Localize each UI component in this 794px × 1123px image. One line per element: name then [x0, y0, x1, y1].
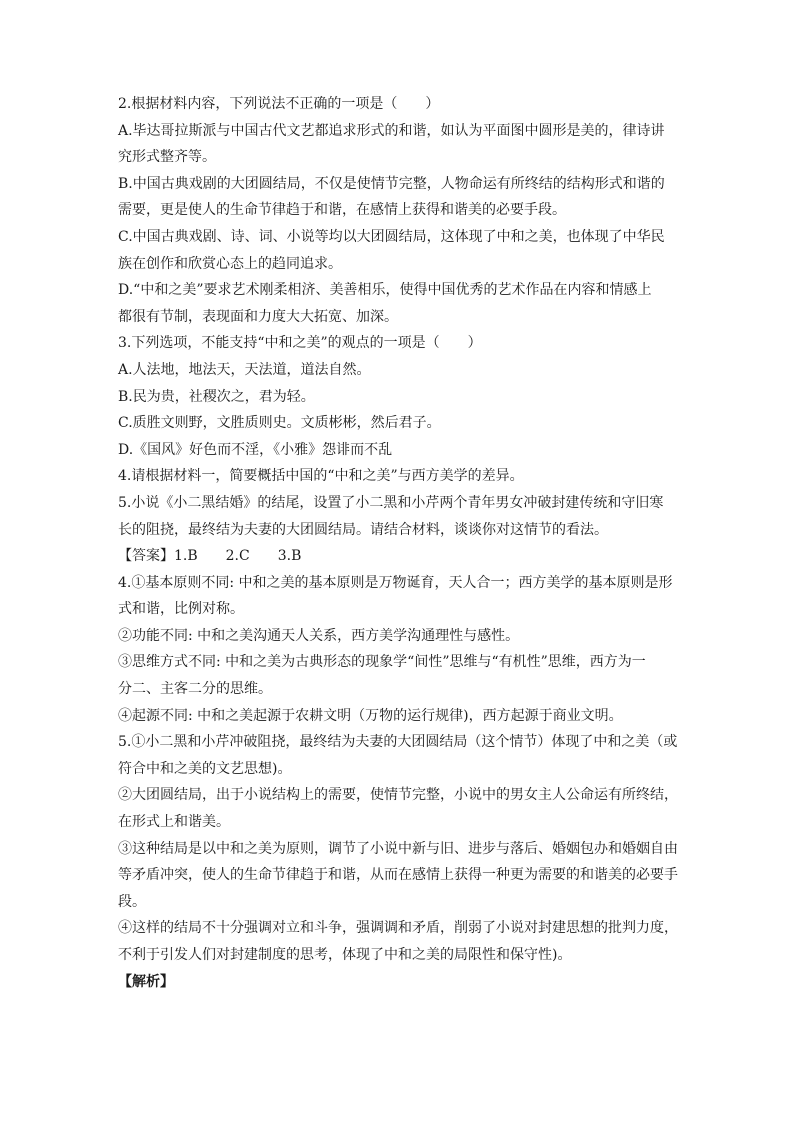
answer-5-point-3-end: 段。 — [118, 893, 146, 910]
answer-5-point-2-cont: 在形式上和谐美。 — [118, 814, 230, 831]
question-3-option-b: B.民为贵，社稷次之，君为轻。 — [118, 388, 315, 405]
question-2-option-c: C.中国古典戏剧、诗、词、小说等均以大团圆结局，这体现了中和之美，也体现了中华民 — [118, 228, 665, 245]
question-3-stem: 3.下列选项，不能支持“中和之美”的观点的一项是（ ） — [118, 335, 482, 352]
question-3-option-c: C.质胜文则野，文胜质则史。文质彬彬，然后君子。 — [118, 415, 441, 432]
answer-4-point-4: ④起源不同: 中和之美起源于农耕文明（万物的运行规律)，西方起源于商业文明。 — [118, 707, 623, 724]
question-2-option-a-cont: 究形式整齐等。 — [118, 149, 216, 166]
question-5-stem-cont: 长的阻挠，最终结为夫妻的大团圆结局。请结合材料，谈谈你对这情节的看法。 — [118, 521, 608, 538]
question-2-option-d: D.“中和之美”要求艺术刚柔相济、美善相乐，使得中国优秀的艺术作品在内容和情感上 — [118, 282, 652, 299]
answer-5-point-1-cont: 符合中和之美的文艺思想)。 — [118, 760, 292, 777]
answer-5-point-1: 5.①小二黑和小芹冲破阻挠，最终结为夫妻的大团圆结局（这个情节）体现了中和之美（或 — [118, 734, 678, 751]
question-2-option-b-cont: 需要，更是使人的生命节律趋于和谐，在感情上获得和谐美的必要手段。 — [118, 202, 566, 219]
answer-4-point-3-cont: 分二、主客二分的思维。 — [118, 681, 272, 698]
answer-5-point-4-cont: 不利于引发人们对封建制度的思考，体现了中和之美的局限性和保守性)。 — [118, 947, 572, 963]
question-2-option-a: A.毕达哥拉斯派与中国古代文艺都追求形式的和谐，如认为平面图中圆形是美的，律诗讲 — [118, 122, 665, 139]
answer-5-point-2: ②大团圆结局，出于小说结构上的需要，使情节完整，小说中的男女主人公命运有所终结， — [118, 787, 678, 804]
question-2-option-c-cont: 族在创作和欣赏心态上的趋同追求。 — [118, 255, 342, 272]
question-3-option-d: D.《国风》好色而不淫，《小雅》怨诽而不乱 — [118, 441, 393, 458]
answer-4-point-1: 4.①基本原则不同: 中和之美的基本原则是万物诞育，天人合一；西方美学的基本原则是形 — [118, 574, 673, 591]
question-2-stem: 2.根据材料内容，下列说法不正确的一项是（ ） — [118, 96, 440, 112]
question-4-stem: 4.请根据材料一，简要概括中国的“中和之美”与西方美学的差异。 — [118, 468, 524, 485]
question-2-option-d-cont: 都很有节制，表现面和力度大大拓宽、加深。 — [118, 308, 398, 325]
answer-5-point-4: ④这样的结局不十分强调对立和斗争，强调调和矛盾，削弱了小说对封建思想的批判力度， — [118, 920, 678, 937]
answer-key: 【答案】1.B 2.C 3.B — [118, 548, 302, 565]
question-3-option-a: A.人法地，地法天，天法道，道法自然。 — [118, 361, 371, 378]
answer-4-point-2: ②功能不同: 中和之美沟通天人关系，西方美学沟通理性与感性。 — [118, 627, 520, 644]
answer-4-point-1-cont: 式和谐，比例对称。 — [118, 601, 244, 618]
answer-5-point-3-cont: 等矛盾冲突，使人的生命节律趋于和谐，从而在感情上获得一种更为需要的和谐美的必要手 — [118, 867, 678, 884]
answer-4-point-3: ③思维方式不同: 中和之美为古典形态的现象学“间性”思维与“有机性”思维，西方为一 — [118, 654, 646, 671]
analysis-heading: 【解析】 — [118, 973, 174, 990]
question-5-stem: 5.小说《小二黑结婚》的结尾，设置了小二黑和小芹两个青年男女冲破封建传统和守旧寒 — [118, 494, 664, 511]
question-2-option-b: B.中国古典戏剧的大团圆结局，不仅是使情节完整，人物命运有所终结的结构形式和谐的 — [118, 175, 665, 192]
answer-5-point-3: ③这种结局是以中和之美为原则，调节了小说中新与旧、进步与落后、婚姻包办和婚姻自由 — [118, 840, 678, 857]
